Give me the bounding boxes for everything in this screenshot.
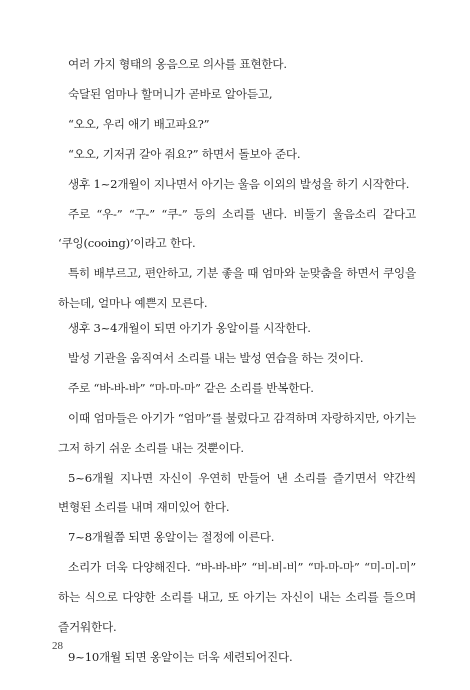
paragraph: 특히 배부르고, 편안하고, 기분 좋을 때 엄마와 눈맞춤을 하면서 쿠잉을 하는데, 얼마나 예쁜지 모른다. (58, 266, 416, 311)
text-section-1 (58, 50, 416, 319)
text-section-2 (58, 314, 416, 673)
paragraph: “오오, 우리 애기 배고파요?” (68, 116, 210, 131)
page-number: 28 (52, 640, 63, 652)
paragraph: 생후 1~2개월이 지나면서 아기는 울음 이외의 발성을 하기 시작한다. (68, 176, 410, 191)
paragraph: 소리가 더욱 다양해진다. “바-바-바” “비-비-비” “마-마-마” “미-미-미” 하는 식으로 다양한 소리를 내고, 또 아기는 자신이 내는 소리를 들으며 즐거워한다. (58, 560, 416, 635)
paragraph: 여러 가지 형태의 옹음으로 의사를 표현한다. (68, 57, 287, 71)
paragraph: 주로 “우-” “구-” “쿠-” 등의 소리를 낸다. 비둘기 울음소리 같다고 ‘쿠잉(cooing)’이라고 한다. (58, 206, 416, 251)
paragraph: “오오, 기저귀 갈아 줘요?” 하면서 돌보아 준다. (68, 146, 301, 161)
paragraph: 9~10개월 되면 옹알이는 더욱 세련되어진다. (68, 649, 293, 664)
paragraph: 생후 3~4개월이 되면 아기가 옹알이를 시작한다. (68, 321, 311, 335)
paragraph: 이때 엄마들은 아기가 “엄마”를 불렀다고 감격하며 자랑하지만, 아기는 그저 하기 쉬운 소리를 내는 것뿐이다. (58, 410, 416, 455)
paragraph: 7~8개월쯤 되면 옹알이는 절정에 이른다. (68, 530, 275, 545)
paragraph: 발성 기관을 움직여서 소리를 내는 발성 연습을 하는 것이다. (68, 350, 364, 365)
paragraph: 숙달된 엄마나 할머니가 곧바로 알아듣고, (68, 86, 273, 101)
paragraph: 5~6개월 지나면 자신이 우연히 만들어 낸 소리를 즐기면서 약간씩 변형된 소리를 내며 재미있어 한다. (58, 470, 416, 515)
paragraph: 주로 “바-바-바” “마-마-마” 같은 소리를 반복한다. (68, 380, 314, 395)
